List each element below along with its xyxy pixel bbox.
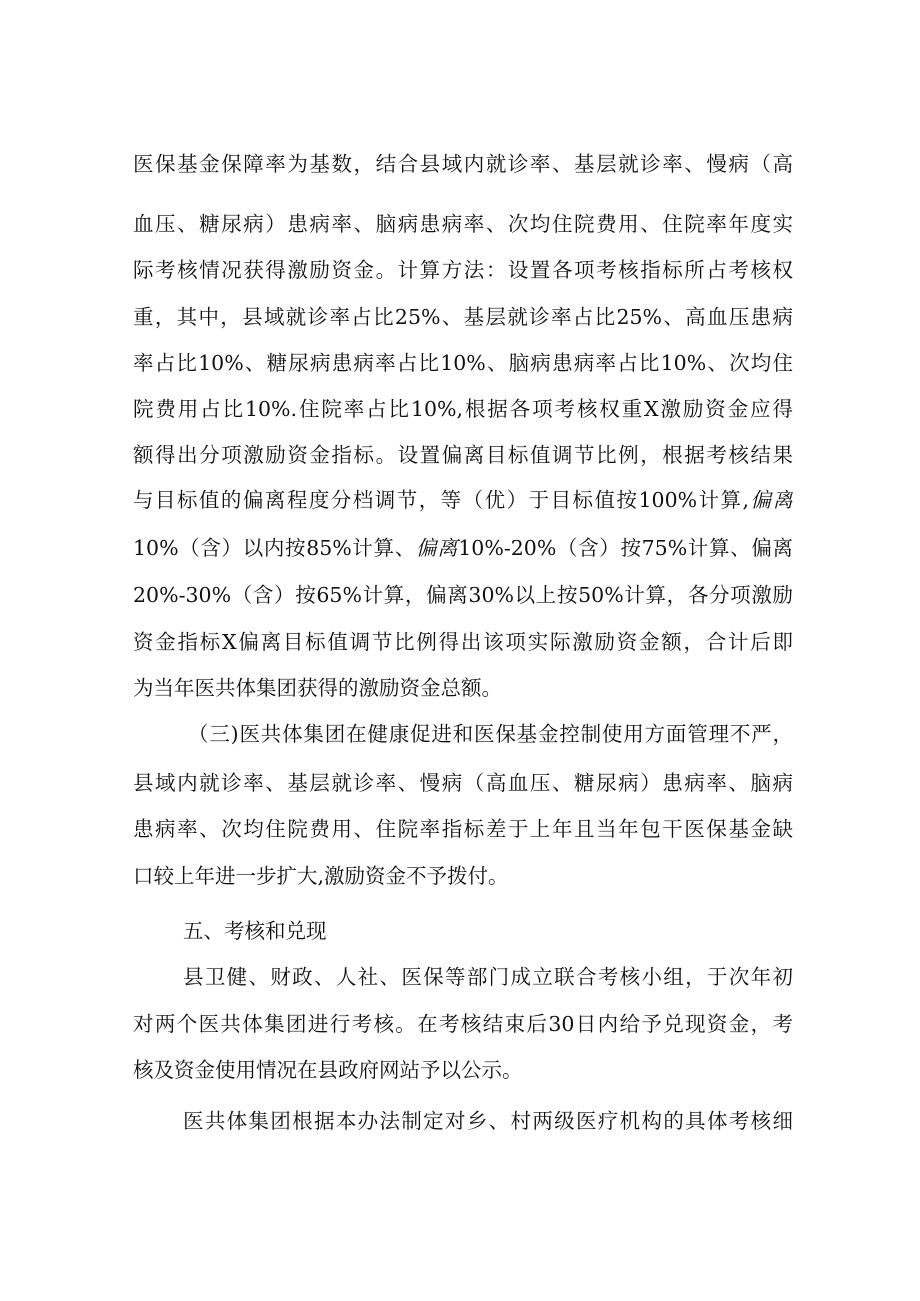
paragraph-line: 20%-30%（含）按65%计算，偏离30%以上按50%计算，各分项激励 — [133, 583, 793, 607]
line-text: 10%（含）以内按85%计算、 — [133, 536, 416, 560]
paragraph-line: 额得出分项激励资金指标。设置偏离目标值调节比例，根据考核结果 — [133, 443, 793, 467]
section-heading: 五、考核和兑现 — [183, 919, 327, 943]
paragraph-line: 口较上年进一步扩大,激励资金不予拨付。 — [133, 864, 509, 888]
line-text: 10%-20%（含）按75%计算、偏离 — [458, 536, 793, 560]
paragraph-line: 患病率、次均住院费用、住院率指标差于上年且当年包干医保基金缺 — [133, 817, 793, 841]
paragraph-line: 核及资金使用情况在县政府网站予以公示。 — [133, 1058, 523, 1082]
paragraph-line: 对两个医共体集团进行考核。在考核结束后30日内给予兑现资金，考 — [133, 1012, 793, 1036]
line-text: 与目标值的偏离程度分档调节，等（优）于目标值按100%计算, — [133, 488, 750, 512]
italic-word: 偏离 — [749, 488, 793, 512]
italic-word: 偏离 — [415, 536, 459, 560]
paragraph-first-line: 县卫健、财政、人社、医保等部门成立联合考核小组，于次年初 — [183, 965, 793, 989]
paragraph-first-line: （三)医共体集团在健康促进和医保基金控制使用方面管理不严， — [188, 722, 793, 746]
paragraph-line: 际考核情况获得激励资金。计算方法：设置各项考核指标所占考核权 — [133, 258, 793, 282]
paragraph-first-line: 医共体集团根据本办法制定对乡、村两级医疗机构的具体考核细 — [183, 1109, 793, 1133]
paragraph-line: 医保基金保障率为基数，结合县域内就诊率、基层就诊率、慢病（高 — [133, 152, 793, 176]
paragraph-line: 血压、糖尿病）患病率、脑病患病率、次均住院费用、住院率年度实 — [133, 212, 793, 236]
paragraph-line: 县域内就诊率、基层就诊率、慢病（高血压、糖尿病）患病率、脑病 — [133, 771, 793, 795]
paragraph-line-with-italic — [133, 528, 793, 568]
paragraph-line-with-italic — [133, 480, 793, 520]
paragraph-line: 为当年医共体集团获得的激励资金总额。 — [133, 676, 502, 700]
paragraph-line: 资金指标X偏离目标值调节比例得出该项实际激励资金额，合计后即 — [133, 630, 793, 654]
paragraph-line: 院费用占比10%.住院率占比10%,根据各项考核权重X激励资金应得 — [133, 397, 793, 421]
paragraph-line: 重，其中，县域就诊率占比25%、基层就诊率占比25%、高血压患病 — [133, 305, 793, 329]
paragraph-line: 率占比10%、糖尿病患病率占比10%、脑病患病率占比10%、次均住 — [133, 351, 793, 375]
